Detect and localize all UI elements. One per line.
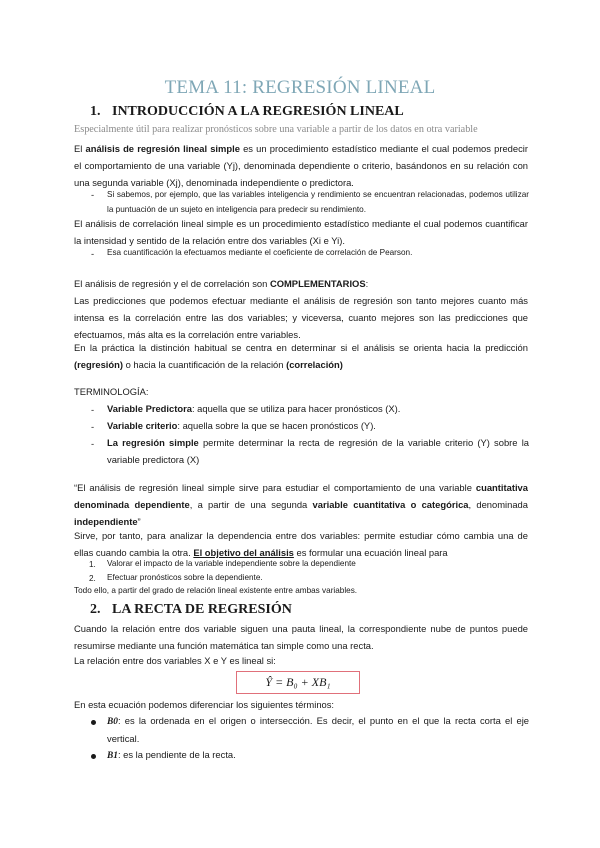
paragraph-complementary <box>74 276 528 293</box>
bold-text: variable cuantitativa o categórica <box>312 498 469 510</box>
text: es formular una ecuación lineal para <box>293 546 448 558</box>
section-2-title: LA RECTA DE REGRESIÓN <box>112 602 292 617</box>
text: Sirve, por tanto, para analizar la dependencia entre dos variables: permite estudiar cómo cambia una de ellas cuando cambia la otra. <box>74 530 528 558</box>
paragraph-line-relation: Cuando la relación entre dos variable siguen una pauta lineal, la correspondiente nube de puntos puede resumirse mediante una función matemática tan simple como una recta. <box>74 623 528 651</box>
bullet-example: Si sabemos, por ejemplo, que las variables inteligencia y rendimiento se encuentran relacionadas, podemos utilizar la puntuación de un sujeto en inteligencia para predecir su rendimiento. <box>107 190 529 214</box>
term-regresion-simple <box>107 435 529 469</box>
bold-text: cuantitativa denominada dependiente <box>74 482 528 510</box>
page-title: TEMA 11: REGRESIÓN LINEAL <box>164 77 436 98</box>
section-1-heading <box>90 104 404 120</box>
quote-paragraph <box>74 480 528 530</box>
section-1-subtitle: Especialmente útil para realizar pronósticos sobre una variable a partir de los datos en otra variable <box>74 124 478 135</box>
symbol-b1: B1 <box>107 751 118 761</box>
text: El <box>74 143 86 154</box>
paragraph-summary: Todo ello, a partir del grado de relación lineal existente entre ambas variables. <box>74 586 358 595</box>
dash-bullet: - <box>91 404 95 415</box>
dash-bullet: - <box>91 189 95 200</box>
text: En la práctica la distinción habitual se centra en determinar si el análisis se orienta hacia la predicción <box>74 342 528 353</box>
paragraph-terms: En esta ecuación podemos diferenciar los siguientes términos: <box>74 699 335 710</box>
numbered-item-2: Efectuar pronósticos sobre la dependiente. <box>107 573 263 582</box>
term-b0 <box>107 713 529 748</box>
regression-formula: Ŷ = B₀ + XB₁ <box>236 671 360 694</box>
paragraph-correlation-definition: El análisis de correlación lineal simple es un procedimiento estadístico mediante el cual podemos cuantificar la intensidad y sentido de la relación entre dos variables (Xi e Yi). <box>74 218 528 246</box>
bullet-dot <box>91 720 96 725</box>
text: o hacia la cuantificación de la relación <box>122 358 287 370</box>
paragraph-regression-definition <box>74 141 528 191</box>
text: “El análisis de regresión lineal simple sirve para estudiar el comportamiento de una variable <box>74 482 476 493</box>
underlined-text: El objetivo del análisis <box>193 546 294 558</box>
symbol-b0: B0 <box>107 717 118 727</box>
bold-text: La regresión simple <box>107 437 199 448</box>
terminology-heading: TERMINOLOGÍA: <box>74 386 149 397</box>
text: es un procedimiento estadístico mediante el cual podemos predecir el comportamiento de una variable (Yj), denominada dependiente o criterio, basándonos en su relación con una segunda variable (Xj), denominada independiente o predictora. <box>74 143 528 188</box>
text: : es la pendiente de la recta. <box>117 749 236 760</box>
text: permite determinar la recta de regresión de la variable criterio (Y) sobre la variable predictora (X) <box>107 437 529 465</box>
term-b1 <box>107 747 529 765</box>
text: : <box>365 278 369 289</box>
bold-text: COMPLEMENTARIOS <box>269 278 366 289</box>
list-number: 1. <box>89 560 96 569</box>
paragraph-practice <box>74 340 528 374</box>
bold-text: (regresión) <box>74 358 123 370</box>
text: ” <box>137 515 141 527</box>
bullet-dot <box>91 754 96 759</box>
text: : es la ordenada en el origen o intersección. Es decir, el punto en el que la recta corta el eje vertical. <box>107 715 529 744</box>
bold-text: análisis de regresión lineal simple <box>85 143 240 154</box>
text: El análisis de regresión y el de correlación son <box>74 278 270 289</box>
text: , a partir de una segunda <box>189 498 313 510</box>
numbered-item-1: Valorar el impacto de la variable independiente sobre la dependiente <box>107 559 356 568</box>
section-2-heading <box>90 602 292 618</box>
text: : aquella sobre la que se hacen pronósticos (Y). <box>177 420 376 431</box>
term-criterio <box>107 418 529 435</box>
paragraph-predictions: Las predicciones que podemos efectuar mediante el análisis de regresión son tanto mejores cuanto más intensa es la correlación entre las dos variables; y viceversa, cuanto mejores son las predicciones que efectuamos, más alta es la correlación entre variables. <box>74 295 528 340</box>
bold-text: Variable criterio <box>107 420 178 431</box>
section-2-number: 2. <box>90 602 101 617</box>
bold-text: Variable Predictora <box>107 403 192 414</box>
dash-bullet: - <box>91 421 95 432</box>
dash-bullet: - <box>91 438 95 449</box>
text: , denominada <box>468 498 528 510</box>
bold-text: independiente <box>74 515 138 527</box>
section-1-number: 1. <box>90 104 101 119</box>
dash-bullet: - <box>91 248 95 259</box>
paragraph-linear-if: La relación entre dos variables X e Y es lineal si: <box>74 655 276 666</box>
text: : aquella que se utiliza para hacer pronósticos (X). <box>191 403 401 414</box>
list-number: 2. <box>89 574 96 583</box>
bullet-pearson: Esa cuantificación la efectuamos mediante el coeficiente de correlación de Pearson. <box>107 248 413 257</box>
term-predictora <box>107 401 529 418</box>
bold-text: (correlación) <box>286 358 343 370</box>
section-1-title: INTRODUCCIÓN A LA REGRESIÓN LINEAL <box>112 104 404 119</box>
